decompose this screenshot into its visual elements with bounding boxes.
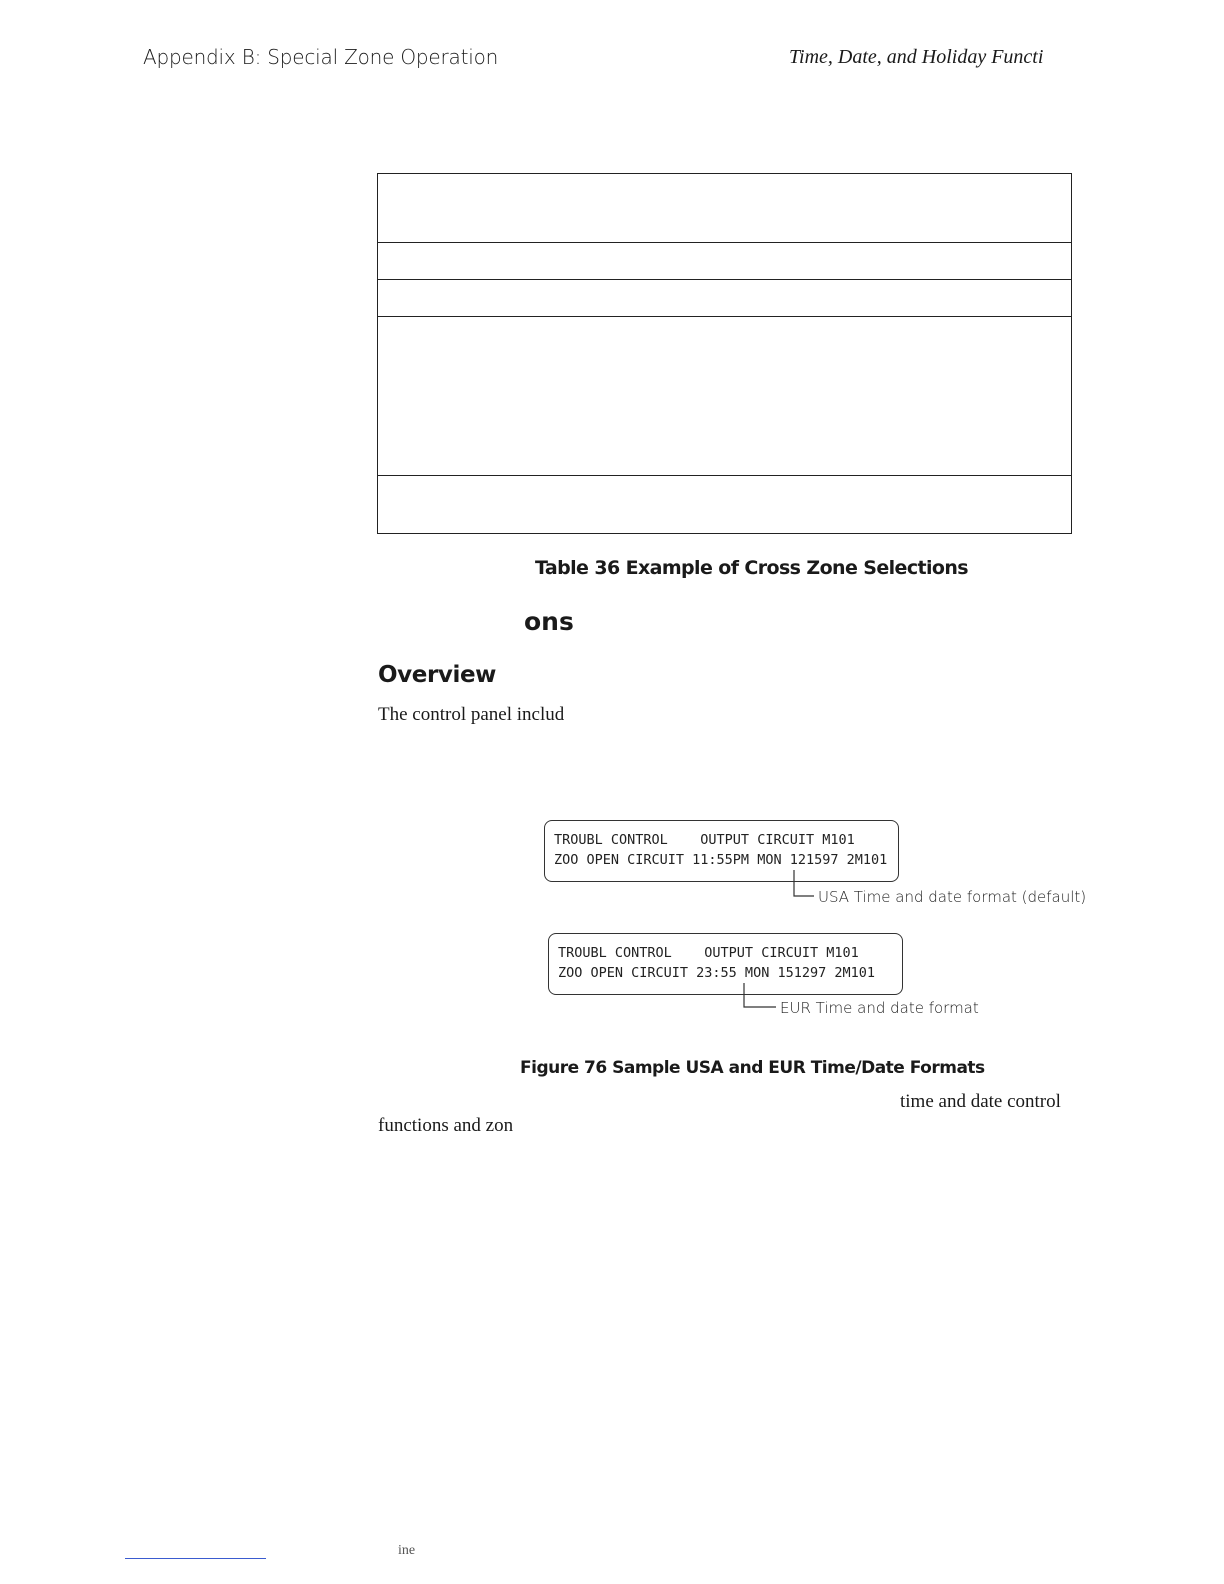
table-row: [378, 475, 1071, 533]
footer-text: ine: [398, 1543, 416, 1558]
lcd-line-2: ZOO OPEN CIRCUIT 23:55 MON 151297 2M101: [558, 965, 875, 981]
footer-rule: [125, 1558, 266, 1559]
body-text-fragment: time and date control: [900, 1091, 1061, 1112]
eur-callout-leader: [730, 983, 780, 1023]
running-header-left: Appendix B: Special Zone Operation: [143, 45, 499, 69]
table-caption: Table 36 Example of Cross Zone Selections: [535, 557, 968, 579]
lcd-line-1: TROUBL CONTROL OUTPUT CIRCUIT M101: [554, 832, 855, 848]
lcd-line-1: TROUBL CONTROL OUTPUT CIRCUIT M101: [558, 945, 859, 961]
lcd-line-2: ZOO OPEN CIRCUIT 11:55PM MON 121597 2M101: [554, 852, 888, 868]
eur-lcd-display: [548, 933, 903, 995]
running-header-right: Time, Date, and Holiday Functi: [789, 46, 1044, 68]
figure-caption: Figure 76 Sample USA and EUR Time/Date Formats: [520, 1058, 985, 1078]
usa-lcd-display: [544, 820, 899, 882]
usa-format-callout: USA Time and date format (default): [818, 888, 1087, 906]
table-row: [378, 242, 1071, 280]
section-heading: ons: [524, 607, 574, 636]
table-row: [378, 279, 1071, 317]
intro-paragraph: The control panel includ: [378, 704, 565, 725]
overview-heading: Overview: [378, 662, 497, 688]
body-text-fragment: functions and zon: [378, 1115, 514, 1136]
table-row: [378, 174, 1071, 243]
cross-zone-table: [377, 173, 1072, 534]
table-row: [378, 316, 1071, 476]
eur-format-callout: EUR Time and date format: [780, 999, 979, 1017]
